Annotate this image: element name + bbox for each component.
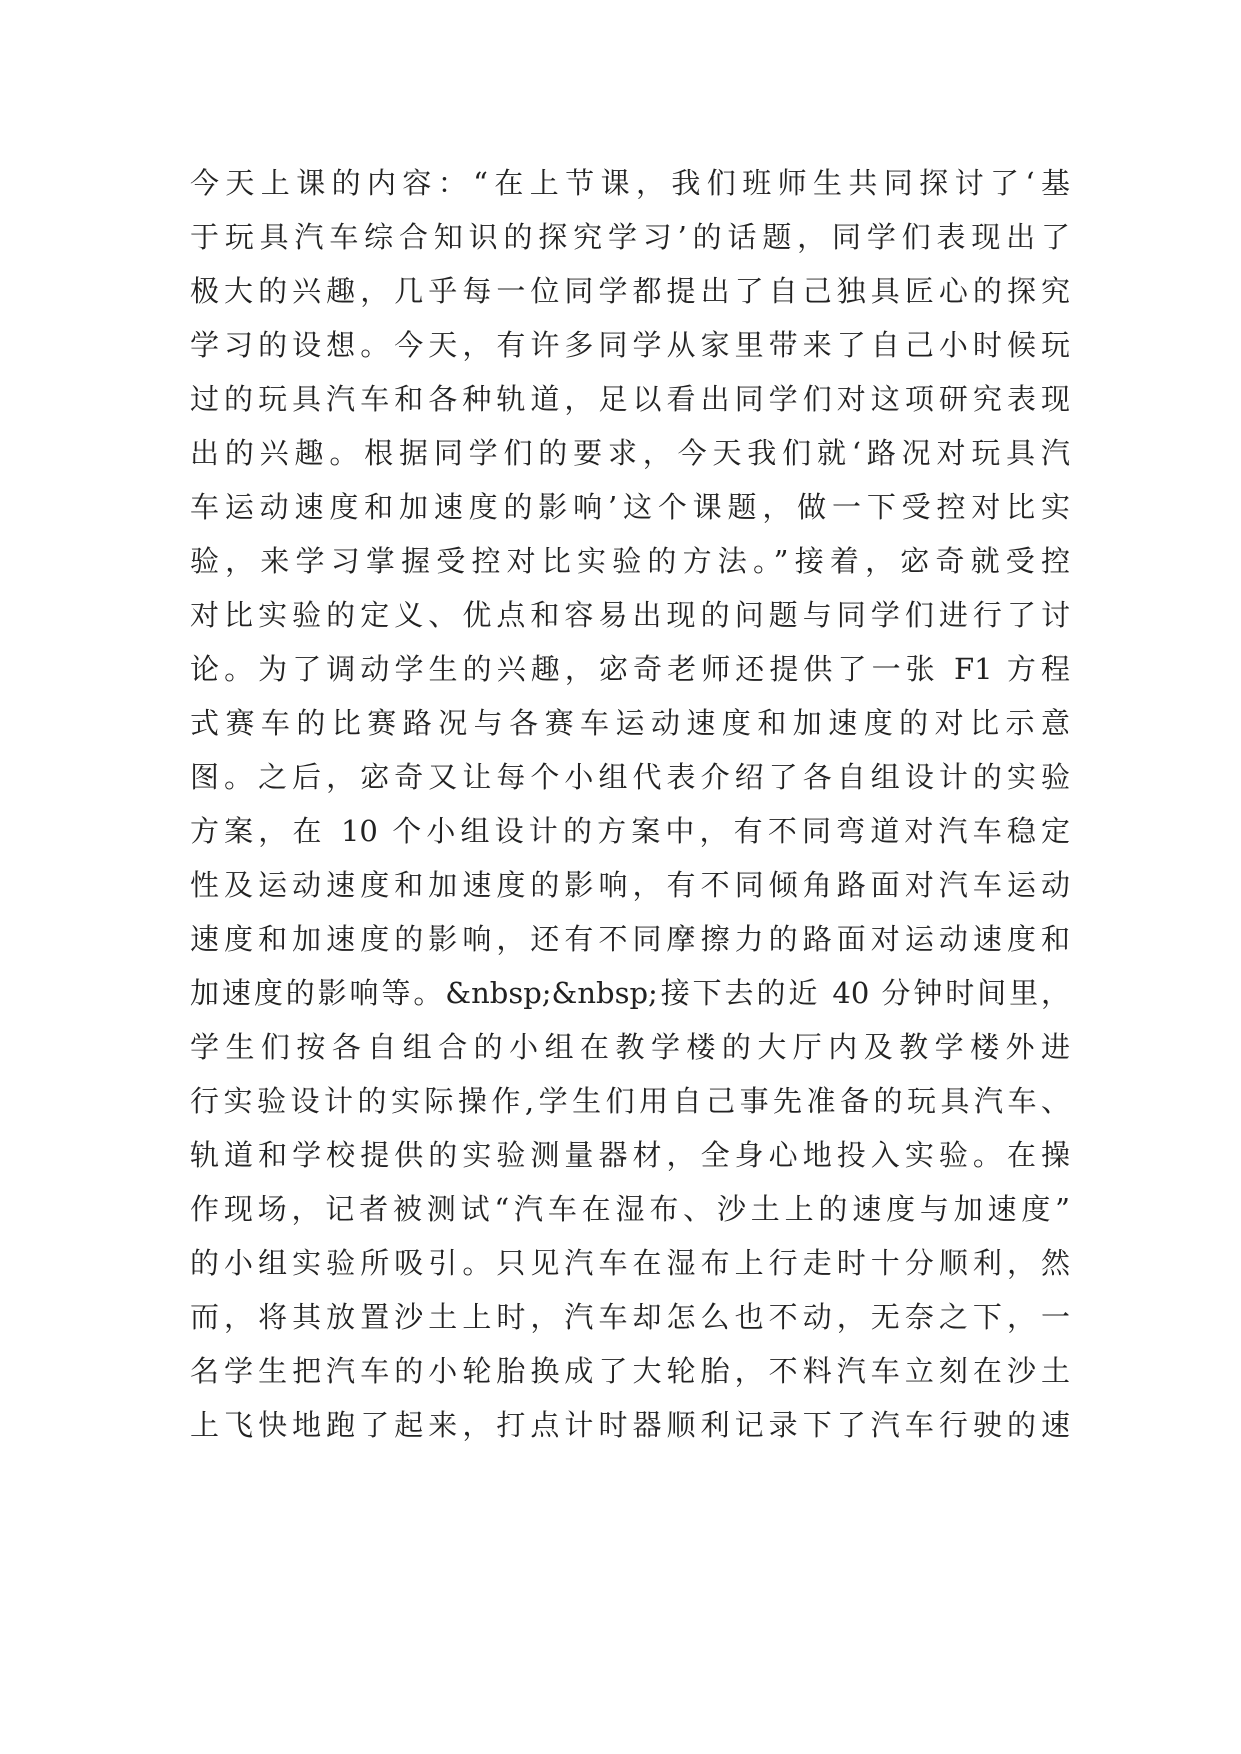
text-line: 轨道和学校提供的实验测量器材，全身心地投入实验。在操 xyxy=(190,1138,1070,1172)
text-line: 极大的兴趣，几乎每一位同学都提出了自己独具匠心的探究 xyxy=(190,274,1070,308)
text-line: 验，来学习掌握受控对比实验的方法。”接着，宓奇就受控 xyxy=(190,544,1070,578)
text-line: 于玩具汽车综合知识的探究学习’的话题，同学们表现出了 xyxy=(190,220,1070,254)
text-line: 性及运动速度和加速度的影响，有不同倾角路面对汽车运动 xyxy=(190,868,1070,902)
text-line: 名学生把汽车的小轮胎换成了大轮胎，不料汽车立刻在沙土 xyxy=(190,1354,1070,1388)
text-line: 出的兴趣。根据同学们的要求，今天我们就‘路况对玩具汽 xyxy=(190,436,1070,470)
text-line: 上飞快地跑了起来，打点计时器顺利记录下了汽车行驶的速 xyxy=(190,1408,1070,1442)
text-line: 对比实验的定义、优点和容易出现的问题与同学们进行了讨 xyxy=(190,598,1070,632)
text-line: 作现场，记者被测试“汽车在湿布、沙土上的速度与加速度” xyxy=(190,1192,1070,1226)
text-line: 过的玩具汽车和各种轨道，足以看出同学们对这项研究表现 xyxy=(190,382,1070,416)
text-line: 论。为了调动学生的兴趣，宓奇老师还提供了一张 F1 方程 xyxy=(190,652,1070,686)
text-line: 而，将其放置沙土上时，汽车却怎么也不动，无奈之下，一 xyxy=(190,1300,1070,1334)
text-line: 学生们按各自组合的小组在教学楼的大厅内及教学楼外进 xyxy=(190,1030,1070,1064)
text-line: 方案，在 10 个小组设计的方案中，有不同弯道对汽车稳定 xyxy=(190,814,1070,848)
text-line: 速度和加速度的影响，还有不同摩擦力的路面对运动速度和 xyxy=(190,922,1070,956)
text-line: 车运动速度和加速度的影响’这个课题，做一下受控对比实 xyxy=(190,490,1070,524)
body-text xyxy=(190,156,1070,1452)
text-line: 图。之后，宓奇又让每个小组代表介绍了各自组设计的实验 xyxy=(190,760,1070,794)
text-line: 学习的设想。今天，有许多同学从家里带来了自己小时候玩 xyxy=(190,328,1070,362)
text-line: 今天上课的内容：“在上节课，我们班师生共同探讨了‘基 xyxy=(190,166,1070,200)
text-line: 式赛车的比赛路况与各赛车运动速度和加速度的对比示意 xyxy=(190,706,1070,740)
text-line: 的小组实验所吸引。只见汽车在湿布上行走时十分顺利，然 xyxy=(190,1246,1070,1280)
text-line: 行实验设计的实际操作,学生们用自己事先准备的玩具汽车、 xyxy=(190,1084,1070,1118)
text-line: 加速度的影响等。&nbsp;&nbsp;接下去的近 40 分钟时间里， xyxy=(190,976,1070,1010)
